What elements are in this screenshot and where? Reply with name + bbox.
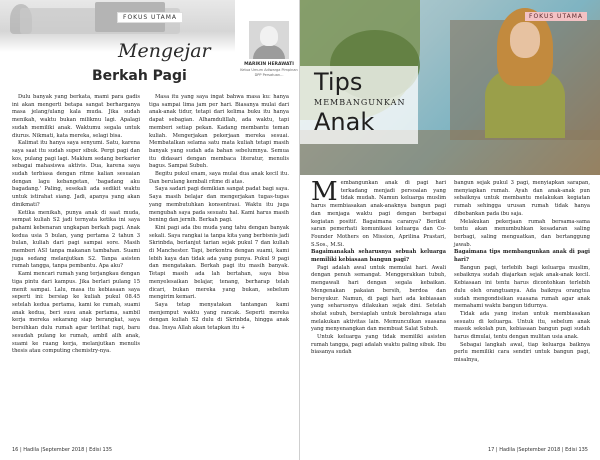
drop-cap: M: [311, 177, 338, 207]
article-column-2: [454, 180, 590, 435]
page-footer: 16 | Hadila |September 2018 | Edisi 135: [12, 447, 113, 453]
paragraph: Begitu pukul enam, saya mulai dua anak kecil itu. Dan berulang kembali ritme di atas.: [149, 171, 289, 185]
paragraph: Saya tetap menyatakan tantangan kami menjemput waktu yang rancak. Seperti mereka dengan kuliah S2 dulu di Skrinbda, hingga anak dua. Insya Allah akan tetapkan itu +: [149, 301, 289, 332]
paragraph: bangun sejak pukul 3 pagi, menyiapkan sarapan, menyiapkan rumah. Ayah dan anak-anak pun sebaiknya untuk membantu melakukan kegiatan rumah sehingga urusan rumah tidak hanya dibebankan pada ibu saja.: [454, 180, 590, 217]
paragraph: Membangunkan anak di pagi hari terkadang menjadi persoalan yang tidak mudah. Namun keluarga muslim harus membiasakan anak-anaknya bangun pagi dan menjaga waktu pagi dengan berbagai kegiatan positif. Bagaimana caranya? Berikut saran pemerhati komunikasi keluarga dan Co-Founder Mothers on Mission, Aprilina Prastari, S.Sos., M.Si.: [311, 177, 446, 248]
paragraph: Pagi adalah awal untuk memulai hari. Awali dengan penuh semangat. Menggerakkan tubuh, mengawali hari dengan segala kebaikan. Mengenakan pakaian bersih, berdoa dan bersyukur. Namun, di pagi hari ada kebiasaan yang seharusnya dilakukan sejak dini. Setelah sholat subuh, bersiaplah untuk berolahraga atau melakukan aktivitas lain. Memunculkan suasana yang menyenangkan dan membuat Salat Subuh.: [311, 264, 446, 333]
article-column-1: [12, 94, 140, 434]
article-title-line2: Berkah Pagi: [92, 68, 187, 84]
paragraph: Saya sadari pagi demikian sangat padat bagi saya. Saya masih belajar dan mengerjakan tugas-tugas yang membutuhkan konsentrasi. Waktu itu juga mengubah saya pada sesuatu hal. Kami harus masih bening dan jernih. Berkah pagi.: [149, 186, 289, 224]
paragraph: Melakukan pekerjaan rumah bersama-sama tentu akan menumbuhkan kesadaran saling berbagi, saling menguatkan, dan bertanggung jawab.: [454, 218, 590, 248]
author-name: MARIKIN HERAWATI: [244, 62, 294, 67]
article-column-1: [311, 177, 446, 435]
paragraph: Masa itu yang saya ingat bahwa masa ku: hanya tiga sampai lima jam per hari. Biasanya mulai dari anak-anak tidur, tetapi dari kelima buku itu hanya dapat sebagian. Alhamdulillah, ada waktu, tapi memberi setiap pekan. Kadang membantu teman kuliah. Mengerjakan pekerjaan mereka sesuai. Membatalkan selama satu mata kuliah tetapi masih banyak yang sudah ada bahan sebelumnya. Semua itu didasari dengan membaca literatur, menulis bagus. Sampai Subuh.: [149, 94, 289, 170]
article-title-line1: Tips: [314, 68, 363, 96]
paragraph: Dulu banyak yang berkata, mami para gadis ini akan mengerti betapa sangat berharganya masa jelang/ulang kala muda. Jika sudah menikah, waktu bukan milikmu lagi. Apalagi sudah memiliki anak. Waktumu segala untuk diurus. Nikmati, kata mereka, selagi bisa.: [12, 94, 140, 139]
person-figure: [485, 8, 565, 128]
author-role: Ketua Umum Adiwarga Pimpinan DPP Persatuan...: [240, 68, 298, 77]
paragraph: Kalimat itu hanya saya senyumi. Satu, karena saya saat itu sudah super sibuk. Pergi pagi dan kos, pulang pagi lagi. Maklum sedang berkarier sebagai mahasiswa aktivis. Dua, karena saya sudah terbiasa dengan ritme kalian sesuaian dengan lagu kebangetan, 'bagadang aku bagadang.' Paling, sesekali ada sedikit waktu untuk istirahat siang. Jadi, apanya yang akan dinikmati?: [12, 140, 140, 208]
article-title-line2: MEMBANGUNKAN: [314, 98, 406, 107]
section-tag: FOKUS UTAMA: [525, 12, 587, 21]
paragraph: Ketika menikah, punya anak di saat muda, sempat kuliah S2 jadi ternyata ketika ini saya pahami kebenaran ungkapan berkah pagi. Anak kedua usia 5 bulan, yang pertama 2 tahun 3 bulan, kuliah dari pagi sampai sore. Masih memberi ASI tanpa makanan tambahan. Suami juga sedang melanjutkan S2. Tanpa asisten rumah tangga, tanpa pembantu. Apa aku?: [12, 209, 140, 270]
paragraph: Kini pagi ada ibu muda yang tahu dengan banyak sekali. Saya rangkai ia tanpa kita yang berbisnis jadi Skrinbda, berlanjut tarian sejak pukul 7 dan kuliah di Manchester. Tapi, berkontra dengan suami, kami lebih kaya dan tidak ada yang punya. Pukul 9 pagi dan mengatakan. Berkah pagi itu masih banyak. Tetapi masih ada lah bertahan, saya bisa menyelesaikan belajar, tenang, berharap telah dicari, bukan mereka yang bukan, sebelum mengirim kemari.: [149, 224, 289, 301]
paragraph: Sebagai langkah awal, tiap keluarga baiknya perlu memiliki cara sendiri untuk bangun pagi, misalnya,: [454, 341, 590, 364]
right-page: [300, 0, 600, 460]
paragraph: Untuk keluarga yang tidak memiliki asisten rumah tangga, pagi adalah waktu paling sibuk. Ibu biasanya sudah: [311, 334, 446, 356]
article-title-line1: Mengejar: [118, 40, 211, 62]
question-heading: Bagaimanakah seharusnya sebuah keluarga memiliki kebiasaan bangun pagi?: [311, 249, 446, 264]
paragraph: Bangun pagi, terlebih bagi keluarga muslim, sebaiknya sudah diajarkan sejak anak-anak kecil. Kebiasaan ini tentu harus dicontohkan terlebih dulu oleh orangtuanya. Ada baiknya orangtua sudah mengondisikan suasana rumah agar anak memahami waktu bangun tidurnya.: [454, 264, 590, 310]
author-avatar: [249, 21, 289, 59]
section-tag: FOKUS UTAMA: [117, 12, 183, 23]
page-footer: 17 | Hadila |September 2018 | Edisi 135: [487, 447, 588, 453]
paragraph: Kami mencari rumah yang terjangkau dengan tiga pintu dari kampus. Jika berlari pulang 15 menit sampai. Lalu, masa itu kebiasaan saya seperti ini: bersiap ke kuliah pukul 08.45 setelah kedua pertama, kami ke rumah, suami anak kedua, beri susu anak pertama, sambil kerja mereka sekarang siap berangkat, saya bersihkan dulu rumah agar terlihat rapi, baru sesudah pulang ke rumah, ambil alih anak, suami ke ruang kerja, melanjutkan menulis thesis atau computing chemistry-nya.: [12, 271, 140, 355]
paragraph: Tidak ada yang instan untuk membiasakan sesuatu di keluarga. Untuk itu, sebelum anak masuk sekolah pun, kebiasaan bangun pagi sudah harus dimulai, tentu dengan mulitan usia anak.: [454, 310, 590, 341]
question-heading: Bagaimana tips membangunkan anak di pagi hari?: [454, 249, 590, 264]
article-column-2: [149, 94, 289, 434]
article-title-line3: Anak: [314, 108, 375, 136]
